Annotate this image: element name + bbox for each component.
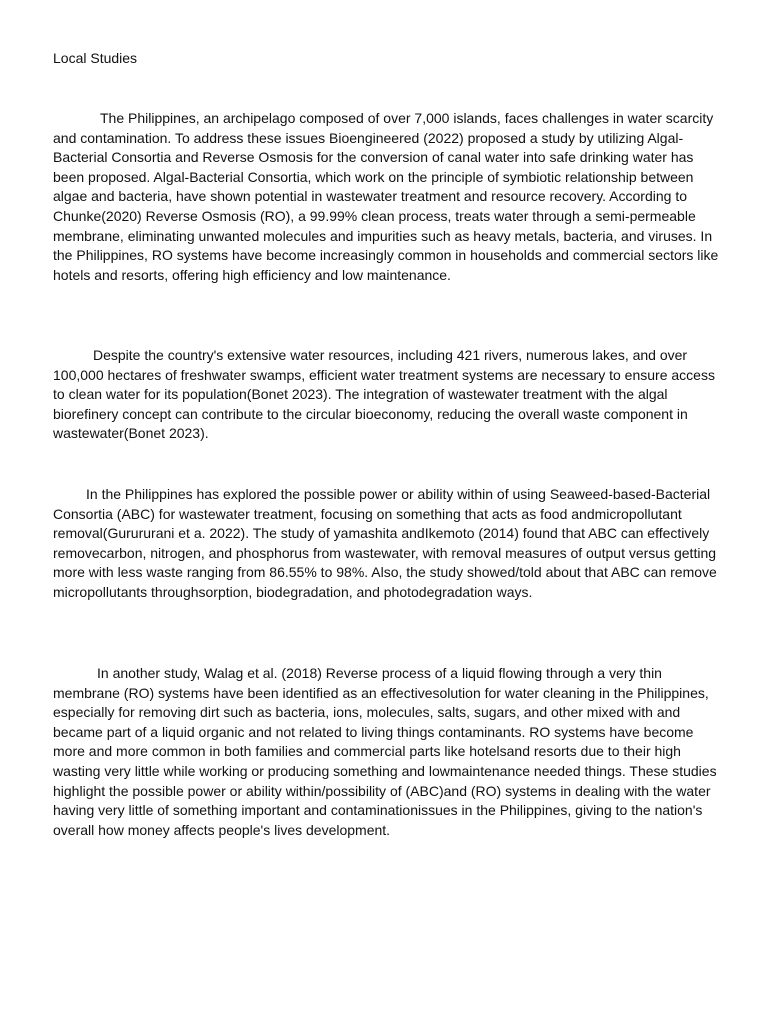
- paragraph-3: In the Philippines has explored the possible power or ability within of using Seaweed-based-Bacterial Consortia (ABC) for wastewater treatment, focusing on something that acts as food andmicropollutant removal(Gurururani et a. 2022). The study of yamashita andIkemoto (2014) found that ABC can effectively removecarbon, nitrogen, and phosphorus from wastewater, with removal measures of output versus getting more with less waste ranging from 86.55% to 98%. Also, the study showed/told about that ABC can remove micropollutants throughsorption, biodegradation, and photodegradation ways.: [53, 486, 717, 600]
- section-heading: Local Studies: [53, 50, 138, 66]
- paragraph-1: The Philippines, an archipelago composed of over 7,000 islands, faces challenges in water scarcity and contamination. To address these issues Bioengineered (2022) proposed a study by utilizing Algal-Bacterial Consortia and Reverse Osmosis for the conversion of canal water into safe drinking water has been proposed. Algal-Bacterial Consortia, which work on the principle of symbiotic relationship between algae and bacteria, have shown potential in wastewater treatment and resource recovery. According to Chunke(2020) Reverse Osmosis (RO), a 99.99% clean process, treats water through a semi-permeable membrane, eliminating unwanted molecules and impurities such as heavy metals, bacteria, and viruses. In the Philippines, RO systems have become increasingly common in households and commercial sectors like hotels and resorts, offering high efficiency and low maintenance.: [53, 110, 719, 283]
- paragraph-4: In another study, Walag et al. (2018) Reverse process of a liquid flowing through a very thin membrane (RO) systems have been identified as an effectivesolution for water cleaning in the Philippines, especially for removing dirt such as bacteria, ions, molecules, salts, sugars, and other mixed with and became part of a liquid organic and not related to living things contaminants. RO systems have become more and more common in both families and commercial parts like hotelsand resorts due to their high wasting very little while working or producing something and lowmaintenance needed things. These studies highlight the possible power or ability within/possibility of (ABC)and (RO) systems in dealing with the water having very little of something important and contaminationissues in the Philippines, giving to the nation's overall how money affects people's lives development.: [53, 665, 717, 838]
- paragraph-2: Despite the country's extensive water resources, including 421 rivers, numerous lakes, and over 100,000 hectares of freshwater swamps, efficient water treatment systems are necessary to ensure access to clean water for its population(Bonet 2023). The integration of wastewater treatment with the algal biorefinery concept can contribute to the circular bioeconomy, reducing the overall waste component in wastewater(Bonet 2023).: [53, 347, 715, 442]
